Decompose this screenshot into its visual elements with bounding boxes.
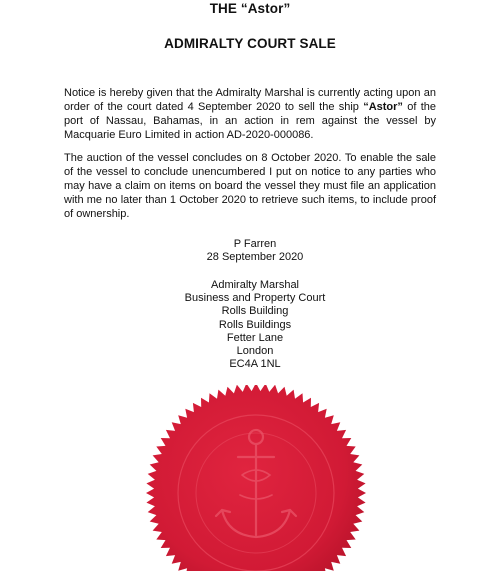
court-seal (142, 385, 370, 571)
address-line: Business and Property Court (184, 292, 326, 305)
signature-date: 28 September 2020 (206, 251, 304, 264)
signature-block (0, 238, 500, 264)
address-block (0, 279, 500, 371)
paragraph-1-text-start: Notice is hereby given that the Admiralty Marshal is currently acting upon an order of the court dated 4 September 2020 to sell the ship (64, 87, 436, 113)
signatory-name: P Farren (233, 238, 277, 250)
address-line: EC4A 1NL (229, 358, 281, 371)
paragraph-1-text-end: of the port of Nassau, Bahamas, in an action in rem against the vessel by Macquarie Euro Limited in action AD-2020-000086. (64, 101, 436, 141)
ship-name: “Astor” (363, 101, 403, 113)
address-line: Fetter Lane (226, 331, 284, 344)
notice-subtitle: ADMIRALTY COURT SALE (164, 36, 336, 51)
address-line: London (236, 345, 274, 358)
address-line: Rolls Building (221, 305, 289, 318)
notice-title: THE “Astor” (209, 1, 291, 16)
notice-paragraph-1 (64, 86, 436, 142)
address-line: Rolls Buildings (218, 318, 292, 331)
address-line: Admiralty Marshal (210, 279, 300, 291)
notice-paragraph-2: The auction of the vessel concludes on 8 October 2020. To enable the sale of the vessel to conclude unencumbered I put on notice to any parties who may have a claim on items on board the vessel they must file an application with me no later than 1 October 2020 to retrieve such items, to include proof of ownership. (64, 152, 436, 220)
